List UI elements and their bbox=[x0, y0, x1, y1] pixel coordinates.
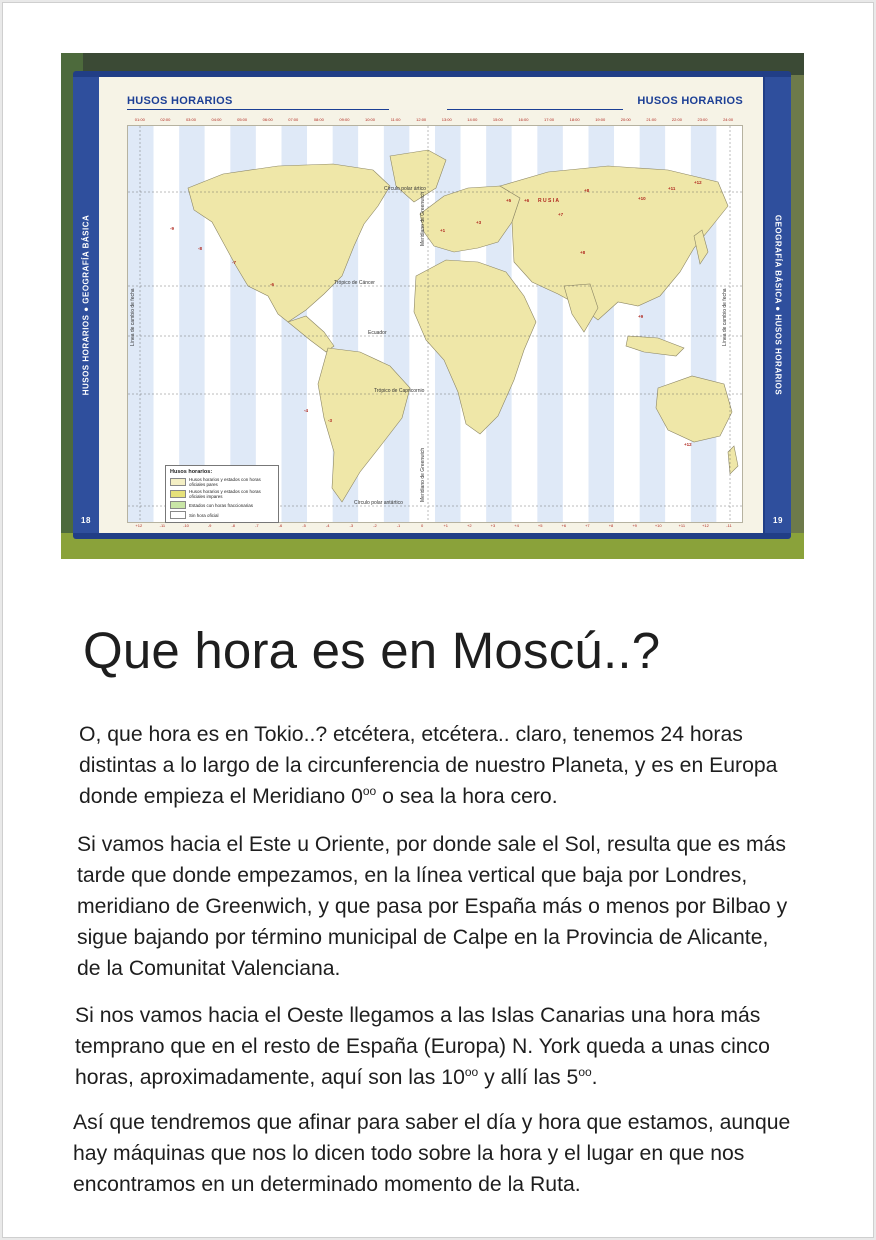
zone-tick-label: +4 bbox=[514, 523, 519, 528]
zone-value: +12 bbox=[684, 442, 692, 447]
paragraph-1 bbox=[79, 719, 797, 812]
zone-tick-label: -10 bbox=[183, 523, 189, 528]
hour-tick-label: 06:00 bbox=[262, 117, 273, 122]
dateline-label-right: Línea de cambio de fecha bbox=[722, 288, 728, 346]
zone-tick-label: +11 bbox=[678, 523, 686, 528]
zone-tick-label: -4 bbox=[325, 523, 330, 528]
antarctic-circle-label: Círculo polar antártico bbox=[354, 500, 403, 506]
paragraph-2: Si vamos hacia el Este u Oriente, por donde sale el Sol, resulta que es más tarde que donde empezamos, en la línea vertical que baja por Londres, meridiano de Greenwich, y que pasa por España más o menos por Bilbao y sigue bajando por término municipal de Calpe en la Provincia de Alicante, de la Comunitat Valenciana. bbox=[77, 833, 788, 980]
hour-tick-label: 14:00 bbox=[467, 117, 478, 122]
legend-item bbox=[170, 489, 274, 499]
legend-swatch bbox=[170, 490, 186, 498]
legend-title: Husos horarios: bbox=[170, 469, 213, 475]
paragraph-text: . bbox=[591, 1066, 598, 1089]
atlas-book bbox=[73, 71, 791, 539]
hour-tick-label: 13:00 bbox=[441, 117, 452, 122]
zone-tick-label: 0 bbox=[421, 523, 424, 528]
zone-tick-label: +1 bbox=[443, 523, 448, 528]
zone-tick-label: -3 bbox=[349, 523, 354, 528]
legend-item bbox=[170, 511, 274, 519]
zone-tick-label: +3 bbox=[490, 523, 496, 528]
tropic-capricorn-label: Trópico de Capricornio bbox=[374, 388, 425, 394]
hour-tick-label: 01:00 bbox=[134, 117, 145, 122]
russia-label: R U S I A bbox=[538, 198, 559, 204]
arctic-circle-label: Círculo polar ártico bbox=[384, 186, 426, 192]
zone-tick-label: +10 bbox=[654, 523, 662, 528]
zone-tick-label: -1 bbox=[396, 523, 401, 528]
legend-swatch bbox=[170, 501, 186, 509]
hour-tick-label: 04:00 bbox=[211, 117, 222, 122]
legend-label: Sin hora oficial bbox=[189, 512, 219, 518]
zone-value: -4 bbox=[304, 408, 309, 413]
hour-tick-label: 21:00 bbox=[646, 117, 657, 122]
header-rule bbox=[447, 109, 623, 110]
superscript: oo bbox=[362, 784, 377, 798]
atlas-header-right: HUSOS HORARIOS bbox=[637, 95, 743, 107]
hour-tick-label: 17:00 bbox=[544, 117, 555, 122]
paragraph-3 bbox=[75, 1000, 793, 1093]
hour-tick-label: 19:00 bbox=[595, 117, 606, 122]
hour-tick-label: 11:00 bbox=[390, 117, 401, 122]
legend-item bbox=[170, 477, 274, 487]
spine-text-right: GEOGRAFÍA BÁSICA ● HUSOS HORARIOS bbox=[773, 214, 783, 396]
zone-tick-label: -11 bbox=[159, 523, 166, 528]
zone-tick-label: +5 bbox=[537, 523, 543, 528]
spine-strip-right bbox=[765, 77, 791, 533]
hour-tick-label: 08:00 bbox=[313, 117, 324, 122]
zone-value: +3 bbox=[476, 220, 482, 225]
legend-swatch bbox=[170, 511, 186, 519]
legend-label: Husos horarios y estados con horas oficiales impares bbox=[189, 489, 261, 499]
paragraph-text: Si nos vamos hacia el Oeste llegamos a las Islas Canarias una hora más temprano que en el resto de España (Europa) N. York queda a unas cinco horas, aproximadamente, aquí son las 10 bbox=[75, 1004, 770, 1089]
zone-value: +12 bbox=[694, 180, 702, 185]
zone-tick-label: -11 bbox=[726, 523, 732, 528]
paragraph-text: o sea la hora cero. bbox=[376, 785, 558, 808]
zone-value: -8 bbox=[198, 246, 203, 251]
world-map-drawing bbox=[128, 126, 742, 522]
zone-value: +1 bbox=[440, 228, 446, 233]
greenwich-label: Meridiano de Greenwich bbox=[420, 191, 426, 246]
hour-tick-label: 24:00 bbox=[723, 117, 734, 122]
zone-tick-label: -8 bbox=[231, 523, 236, 528]
atlas-photo bbox=[61, 53, 804, 559]
paragraph-4: Así que tendremos que afinar para saber el día y hora que estamos, aunque hay máquinas que nos lo dicen todo sobre la hora y el lugar en que nos encontramos en un determinado momento de la Ruta. bbox=[73, 1111, 791, 1196]
legend-swatch bbox=[170, 478, 186, 486]
hour-tick-label: 02:00 bbox=[160, 117, 171, 122]
hour-tick-row bbox=[127, 117, 741, 125]
article-title: Que hora es en Moscú..? bbox=[83, 622, 661, 679]
zone-value: +10 bbox=[638, 196, 646, 201]
zone-tick-label: +12 bbox=[135, 523, 143, 528]
zone-tick-label: -2 bbox=[373, 523, 377, 528]
header-rule bbox=[127, 109, 389, 110]
zone-value: -7 bbox=[232, 260, 237, 265]
zone-value: -9 bbox=[170, 226, 175, 231]
legend-label: Estados con horas fraccionarias bbox=[189, 502, 254, 508]
page-number-right: 19 bbox=[773, 516, 783, 525]
hour-tick-label: 18:00 bbox=[569, 117, 580, 122]
zone-tick-label: +2 bbox=[467, 523, 472, 528]
zone-value: +9 bbox=[638, 314, 644, 319]
equator-label: Ecuador bbox=[368, 330, 387, 336]
zone-tick-label: -9 bbox=[207, 523, 212, 528]
superscript: oo bbox=[464, 1065, 479, 1079]
hour-tick-label: 15:00 bbox=[492, 117, 503, 122]
zone-value: +11 bbox=[668, 186, 676, 191]
zone-tick-label: -5 bbox=[302, 523, 306, 528]
atlas-header-left: HUSOS HORARIOS bbox=[127, 95, 233, 107]
document-page bbox=[2, 2, 874, 1238]
hour-tick-label: 12:00 bbox=[416, 117, 427, 122]
zone-tick-label: -7 bbox=[255, 523, 259, 528]
hour-tick-label: 03:00 bbox=[185, 117, 196, 122]
hour-tick-label: 05:00 bbox=[237, 117, 248, 122]
hour-tick-label: 20:00 bbox=[620, 117, 631, 122]
tropic-cancer-label: Trópico de Cáncer bbox=[334, 280, 375, 286]
zone-tick-label: +8 bbox=[608, 523, 614, 528]
hour-tick-label: 10:00 bbox=[364, 117, 375, 122]
zone-value: -3 bbox=[328, 418, 333, 423]
zone-value: +8 bbox=[584, 188, 590, 193]
zone-tick-label: +6 bbox=[561, 523, 567, 528]
zone-tick-row bbox=[127, 523, 741, 531]
zone-tick-label: +7 bbox=[585, 523, 590, 528]
hour-tick-label: 16:00 bbox=[518, 117, 529, 122]
atlas-spread bbox=[99, 77, 763, 533]
zone-tick-label: -6 bbox=[278, 523, 283, 528]
zone-value: +6 bbox=[524, 198, 530, 203]
spine-strip-left bbox=[73, 77, 99, 533]
time-zone-stripe bbox=[154, 126, 180, 522]
superscript: oo bbox=[578, 1065, 592, 1079]
hour-tick-label: 07:00 bbox=[288, 117, 299, 122]
dateline-label-left: Línea de cambio de fecha bbox=[130, 288, 136, 346]
greenwich-label: Meridiano de Greenwich bbox=[420, 447, 426, 502]
page-number-left: 18 bbox=[81, 516, 91, 525]
hour-tick-label: 09:00 bbox=[339, 117, 350, 122]
paragraph-text: O, que hora es en Tokio..? etcétera, etcétera.. claro, tenemos 24 horas distintas a lo largo de la circunferencia de nuestro Planeta, y es en Europa donde empieza el Meridiano 0 bbox=[79, 723, 778, 808]
zone-value: +7 bbox=[558, 212, 564, 217]
legend-label: Husos horarios y estados con horas oficiales pares bbox=[189, 477, 261, 487]
hour-tick-label: 23:00 bbox=[697, 117, 708, 122]
time-zone-map bbox=[127, 125, 743, 523]
map-legend bbox=[165, 465, 279, 523]
spine-text-left: HUSOS HORARIOS ● GEOGRAFÍA BÁSICA bbox=[81, 214, 91, 396]
paragraph-text: y allí las 5 bbox=[478, 1066, 579, 1089]
zone-tick-label: +9 bbox=[632, 523, 637, 528]
hour-tick-label: 22:00 bbox=[671, 117, 682, 122]
zone-value: -6 bbox=[270, 282, 275, 287]
legend-item bbox=[170, 501, 274, 509]
zone-value: +5 bbox=[506, 198, 512, 203]
zone-value: +8 bbox=[580, 250, 586, 255]
zone-tick-label: +12 bbox=[702, 523, 709, 528]
